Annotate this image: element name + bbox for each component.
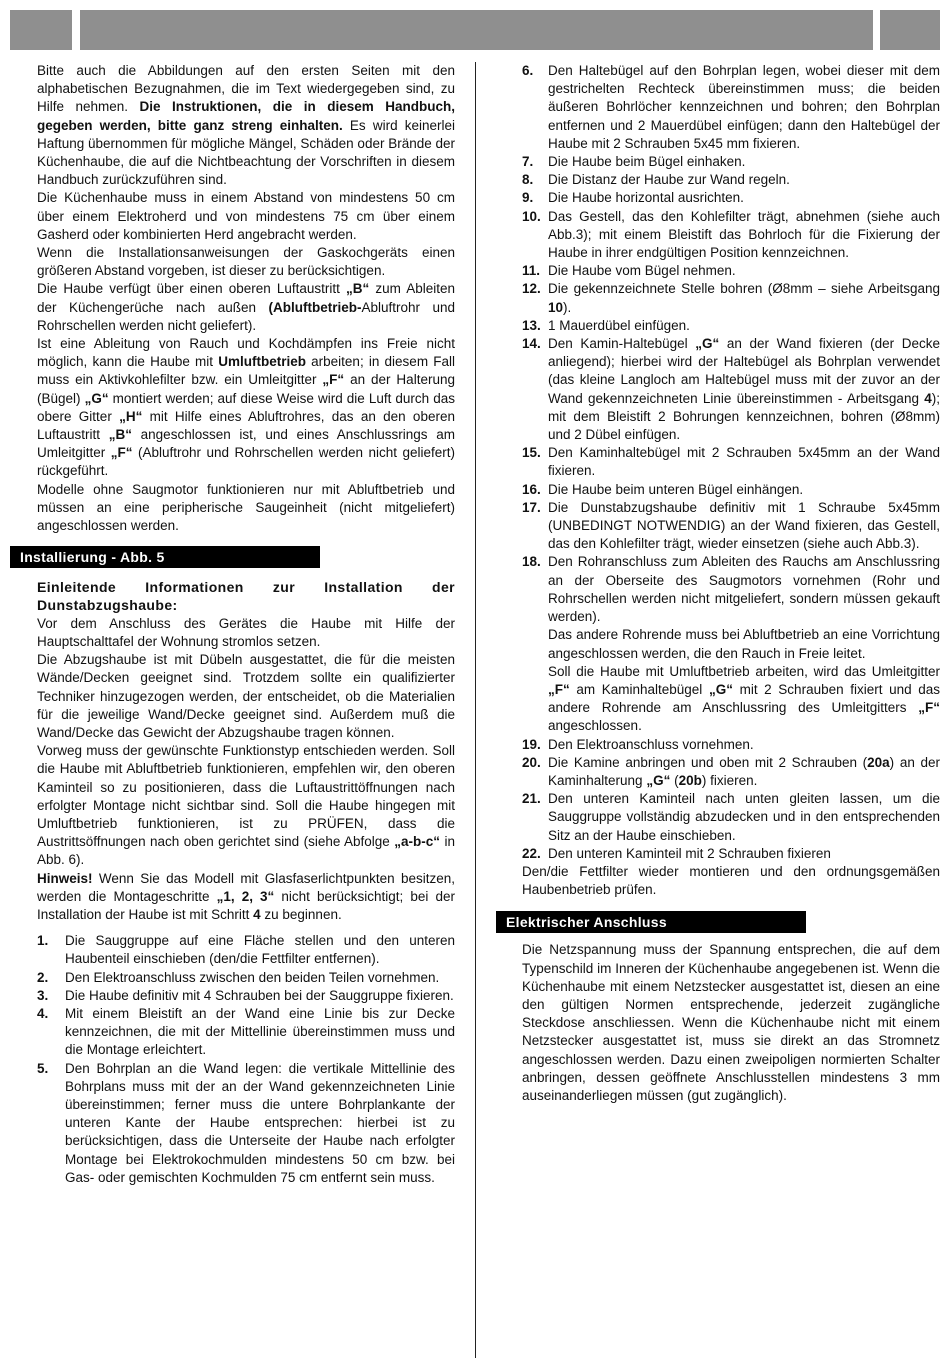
list-item: 6. Den Haltebügel auf den Bohrplan legen, wobei dieser mit dem gestrichelten Rechteck übereinstimmen muss; die beiden äußeren Bohrlöcher kennzeichnen und bohren; den Bohrplan entfernen und 2 Mauerdübel einfügen; dann den Haltebügel der Haube mit 2 Schrauben 5x45 mm fixieren. bbox=[522, 63, 940, 151]
steps-list-left bbox=[37, 932, 455, 1187]
section-title-installierung: Installierung - Abb. 5 bbox=[10, 546, 320, 568]
install-paragraph-3: Vorweg muss der gewünschte Funktionstyp entschieden werden. Soll die Haube mit Abluftbetrieb funktionieren, empfehlen wir, den oberen Kaminteil so zu positionieren, dass die Luftaustrittöffnungen nach erfolgter Montage nicht sichtbar sind. Soll die Haube hingegen mit Umluftbetrieb funktionieren, ist zu PRÜFEN, dass die Austrittsöffnungen nach oben gerichtet sind (siehe Abfolge „a-b-c“ in Abb. 6). bbox=[37, 743, 455, 868]
list-item: 13. 1 Mauerdübel einfügen. bbox=[522, 317, 690, 333]
list-item: 19. Den Elektroanschluss vornehmen. bbox=[522, 736, 754, 752]
intro-paragraph-1: Bitte auch die Abbildungen auf den ersten Seiten mit den alphabetischen Bezugnahmen, die im Text wiedergegeben sind, zu Hilfe nehmen. Die Instruktionen, die in diesem Handbuch, gegeben werden, bitte ganz streng einhalten. Es wird keinerlei Haftung übernommen für mögliche Mängel, Schäden oder Brände der Küchenhaube, die auf die Nichtbeachtung der Vorschriften in diesem Handbuch zurückzuführen sind. bbox=[37, 63, 455, 188]
install-paragraph-4: Hinweis! Wenn Sie das Modell mit Glasfaserlichtpunkten besitzen, werden die Montageschritte „1, 2, 3“ nicht berücksichtigt; bei der Installation der Haube ist mit Schritt 4 zu beginnen. bbox=[37, 870, 455, 922]
list-item: 14. Den Kamin-Haltebügel „G“ an der Wand fixieren (der Decke anliegend); hierbei wird der Haltebügel als Bohrplan verwendet (das kleine Langloch am Haltebügel muss mit der zuvor an der Wand gekennzeichneten Linie übereinstimmen - Arbeitsgang 4); mit dem Bleistift 2 Bohrungen kennzeichnen, bohren (Ø8mm) und 2 Dübel einfügen. bbox=[522, 336, 940, 443]
intro-paragraph-6: Modelle ohne Saugmotor funktionieren nur mit Abluftbetrieb und müssen an eine peripherische Saugeinheit (nicht mitgeliefert) angeschlossen werden. bbox=[37, 481, 455, 534]
electrical-paragraph: Die Netzspannung muss der Spannung entsprechen, die auf dem Typenschild im Inneren der Küchenhaube angegebenen ist. Wenn die Küchenhaube mit einem Netzstecker ausgestattet ist, diesen an eine den gültigen Normen entsprechende, jederzeit zugängliche Steckdose anschliessen. Wenn die Küchenhaube nicht mit einem Netzstecker ausgestattet ist, muss sie direkt an das Stromnetz angeschlossen werden. Dazu einen zweipoligen normierten Schalter anbringen, dessen geöffnete Anschlusstellen mindestens 3 mm auseinanderliegen müssen (gut zugänglich). bbox=[522, 942, 940, 1103]
list-item: 8. Die Distanz der Haube zur Wand regeln. bbox=[522, 172, 790, 188]
steps-list-right bbox=[522, 62, 940, 863]
list-item: 1. Die Sauggruppe auf eine Fläche stellen und den unteren Haubenteil einschieben (den/die Fettfilter entfernen). bbox=[37, 933, 455, 967]
column-divider bbox=[475, 62, 476, 1358]
intro-paragraph-5: Ist eine Ableitung von Rauch und Kochdämpfen ins Freie nicht möglich, kann die Haube mit Umluftbetrieb arbeiten; in diesem Fall muss ein Aktivkohlefilter bzw. ein Umleitgitter „F“ an der Halterung (Bügel) „G“ montiert werden; auf diese Weise wird die Luft durch das obere Gitter „H“ mit Hilfe eines Abluftrohres, das an den oberen Luftaustritt „B“ angeschlossen ist, und eines Anschlussrings am Umleitgitter „F“ (Abluftrohr und Rohrschellen werden nicht geliefert) rückgeführt. bbox=[37, 336, 455, 479]
list-item: 12. Die gekennzeichnete Stelle bohren (Ø8mm – siehe Arbeitsgang 10). bbox=[522, 281, 940, 315]
header-title-bar bbox=[80, 10, 873, 50]
list-item: 7. Die Haube beim Bügel einhaken. bbox=[522, 154, 746, 170]
list-item: 18. Den Rohranschluss zum Ableiten des Rauchs am Anschlussring an der Oberseite des Saugmotors vornehmen (Rohr und Rohrschellen werden nicht mitgeliefert, sondern müssen gekauft werden). Das andere Rohrende muss bei Abluftbetrieb an eine Vorrichtung angeschlossen werden, die den Rauch in Freie leitet. Soll die Haube mit Umluftbetrieb arbeiten, wird das Umleitgitter „F“ am Kaminhaltebügel „G“ mit 2 Schrauben fixiert und das andere Rohrende am Anschlussring des Umleitgitters „F“ angeschlossen. bbox=[522, 554, 940, 734]
list-item: 17. Die Dunstabzugshaube definitiv mit 1 Schraube 5x45mm (UNBEDINGT NOTWENDIG) an der Wand fixieren, das Gestell, das den Kohlefilter trägt, wieder einsetzen (siehe auch Abb.3). bbox=[522, 499, 940, 552]
list-item: 11. Die Haube vom Bügel nehmen. bbox=[522, 263, 736, 279]
intro-paragraph-3: Wenn die Installationsanweisungen der Gaskochgeräts einen größeren Abstand vorgeben, ist dieser zu berücksichtigen. bbox=[37, 245, 455, 279]
list-item: 22. Den unteren Kaminteil mit 2 Schrauben fixieren bbox=[522, 845, 831, 861]
intro-paragraph-2: Die Küchenhaube muss in einem Abstand von mindestens 50 cm über einem Elektroherd und von mindestens 75 cm über einem Gasherd oder kombinierten Herd angebracht werden. bbox=[37, 190, 455, 242]
left-column bbox=[20, 62, 455, 1187]
list-item: 21. Den unteren Kaminteil nach unten gleiten lassen, um die Sauggruppe vollständig abzudecken und in den entsprechenden Sitz an der Haube einschieben. bbox=[522, 791, 940, 843]
list-item: 10. Das Gestell, das den Kohlefilter trägt, abnehmen (siehe auch Abb.3); mit einem Bleistift das Bohrloch für die Fixierung der Haube in ihrer endgültigen Position kennzeichnen. bbox=[522, 208, 940, 261]
intro-paragraph-4: Die Haube verfügt über einen oberen Luftaustritt „B“ zum Ableiten der Küchengerüche nach außen (Abluftbetrieb-Abluftrohr und Rohrschellen werden nicht geliefert). bbox=[37, 281, 455, 333]
list-item: 5. Den Bohrplan an die Wand legen: die vertikale Mittellinie des Bohrplans muss mit der an der Wand gekennzeichneten Linie übereinstimmen; ferner muss die untere Bohrplankante der unteren Kante der Haube entsprechen: hierbei ist zu berücksichtigen, dass die Unterseite der Haube nach erfolgter Montage bei Elektrokochmulden mindestens 50 cm bzw. bei Gas- oder gemischten Kochmulden 75 cm entfernt sein muss. bbox=[37, 1060, 455, 1185]
header-left-block bbox=[10, 10, 72, 50]
list-item: 9. Die Haube horizontal ausrichten. bbox=[522, 190, 744, 206]
list-item: 4. Mit einem Bleistift an der Wand eine Linie bis zur Decke kennzeichnen, die mit der Mittellinie übereinstimmen muss und die Montage erleichtert. bbox=[37, 1005, 455, 1058]
section-title-elektrischer-anschluss: Elektrischer Anschluss bbox=[496, 911, 806, 933]
header-right-block bbox=[880, 10, 940, 50]
list-item: 20. Die Kamine anbringen und oben mit 2 Schrauben (20a) an der Kaminhalterung „G“ (20b) fixieren. bbox=[522, 754, 940, 788]
list-item: 15. Den Kaminhaltebügel mit 2 Schrauben 5x45mm an der Wand fixieren. bbox=[522, 445, 940, 479]
list-item: 16. Die Haube beim unteren Bügel einhängen. bbox=[522, 481, 804, 497]
right-column bbox=[506, 62, 940, 1105]
subheading: Einleitende Informationen zur Installation der Dunstabzugshaube: bbox=[37, 579, 455, 614]
list-item: 3. Die Haube definitiv mit 4 Schrauben bei der Sauggruppe fixieren. bbox=[37, 987, 454, 1003]
list-item: 2. Den Elektroanschluss zwischen den beiden Teilen vornehmen. bbox=[37, 969, 440, 985]
install-paragraph-1: Vor dem Anschluss des Gerätes die Haube mit Hilfe der Hauptschalttafel der Wohnung stromlos setzen. bbox=[37, 615, 455, 649]
install-paragraph-2: Die Abzugshaube ist mit Dübeln ausgestattet, die für die meisten Wände/Decken geeignet sind. Trotzdem sollte ein qualifizierter Techniker hinzugezogen werden, der entscheidet, ob die Materialien für die jeweilige Wand/Decke geeignet sind. Außerdem muß die Wand/Decke das Gewicht der Abzugshaube tragen können. bbox=[37, 652, 455, 740]
closing-paragraph: Den/die Fettfilter wieder montieren und den ordnungsgemäßen Haubenbetrieb prüfen. bbox=[522, 863, 940, 898]
